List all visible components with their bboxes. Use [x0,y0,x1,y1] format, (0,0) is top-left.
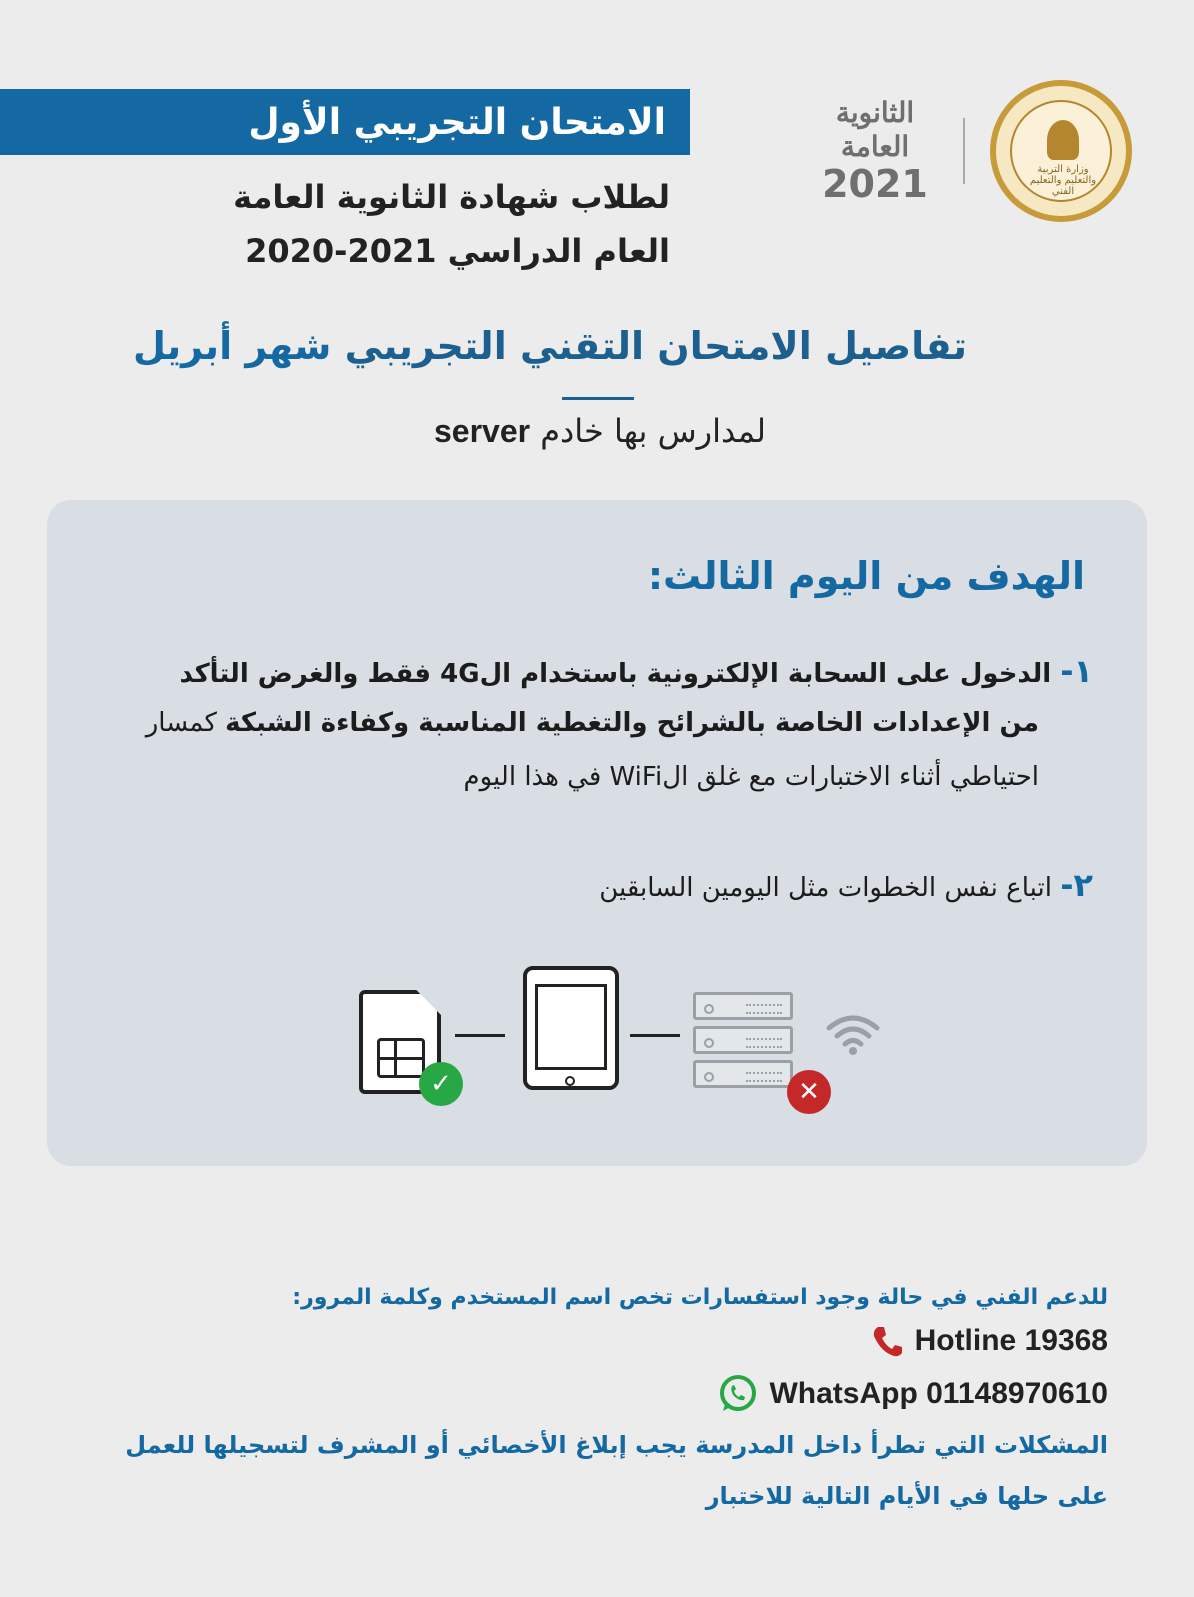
goal-item-1-number: ١- [1060,652,1093,690]
title-part-2: شهر أبريل [132,324,332,368]
logo-brand-ar: الثانوية العامة [835,96,915,163]
server-rack-row [693,1026,793,1054]
connection-diagram [347,952,907,1107]
seal-text: وزارة التربية والتعليم والتعليم الفني [1029,164,1097,197]
cross-icon: ✕ [787,1070,831,1114]
subtitle-text: لمدارس بها خادم [530,412,767,450]
server-rack-row [693,1060,793,1088]
goal-item-2-number: ٢- [1060,866,1093,904]
page-title [100,324,1000,368]
goal-item-2-text: اتباع نفس الخطوات مثل اليومين السابقين [599,873,1052,903]
goal-item-1-line-2-rest: كمسار [145,708,226,738]
title-underline [562,397,634,400]
logo-divider [963,118,965,184]
server-rack-row [693,992,793,1020]
hotline-number: Hotline 19368 [914,1324,1108,1357]
wifi-icon [825,1012,881,1056]
connector-line [630,1034,680,1037]
connector-line [455,1034,505,1037]
check-icon: ✓ [419,1062,463,1106]
support-intro: للدعم الفني في حالة وجود استفسارات تخص اسم المستخدم وكلمة المرور: [292,1285,1108,1310]
logo-brand-year: 2021 [822,162,928,206]
goal-item-1-line-2-bold: من الإعدادات الخاصة بالشرائح والتغطية المناسبة وكفاءة الشبكة [225,708,1039,738]
banner-title: الامتحان التجريبي الأول [248,101,666,143]
support-note-2: على حلها في الأيام التالية للاختبار [705,1482,1108,1510]
support-note-1: المشكلات التي تطرأ داخل المدرسة يجب إبلاغ الأخصائي أو المشرف لتسجيلها للعمل [125,1431,1108,1459]
tablet-icon [523,966,619,1090]
goal-item-2 [93,866,1093,904]
goal-item-1-line-1 [93,652,1093,690]
header-banner [0,89,690,155]
whatsapp-number: WhatsApp 01148970610 [769,1377,1108,1410]
sim-chip [377,1038,425,1078]
subtitle-server: server [433,413,531,449]
eagle-icon [1047,120,1079,160]
goal-item-1-line-2 [39,708,1039,738]
seal-inner [1010,100,1112,202]
thanaweya-2021-logo [805,96,945,216]
title-part-1: تفاصيل الامتحان التقني التجريبي [331,324,968,368]
hotline-contact [871,1324,1108,1358]
whatsapp-icon [717,1373,759,1415]
whatsapp-contact [717,1373,1108,1415]
page-subtitle [200,412,1000,450]
card-heading: الهدف من اليوم الثالث: [647,554,1085,598]
phone-icon [871,1324,905,1358]
header-line-1: لطلاب شهادة الثانوية العامة [233,178,670,216]
ministry-seal-logo [990,80,1132,222]
goal-item-1-text: الدخول على السحابة الإلكترونية باستخدام ال4G فقط والغرض التأكد [179,659,1052,689]
goal-item-1-line-3: احتياطي أثناء الاختبارات مع غلق الWiFi في هذا اليوم [463,762,1039,792]
server-icon [693,992,793,1092]
tablet-home-button [565,1076,575,1086]
header-line-2: العام الدراسي 2021-2020 [245,232,670,270]
tablet-screen [535,984,607,1070]
day-goal-card [47,500,1147,1166]
